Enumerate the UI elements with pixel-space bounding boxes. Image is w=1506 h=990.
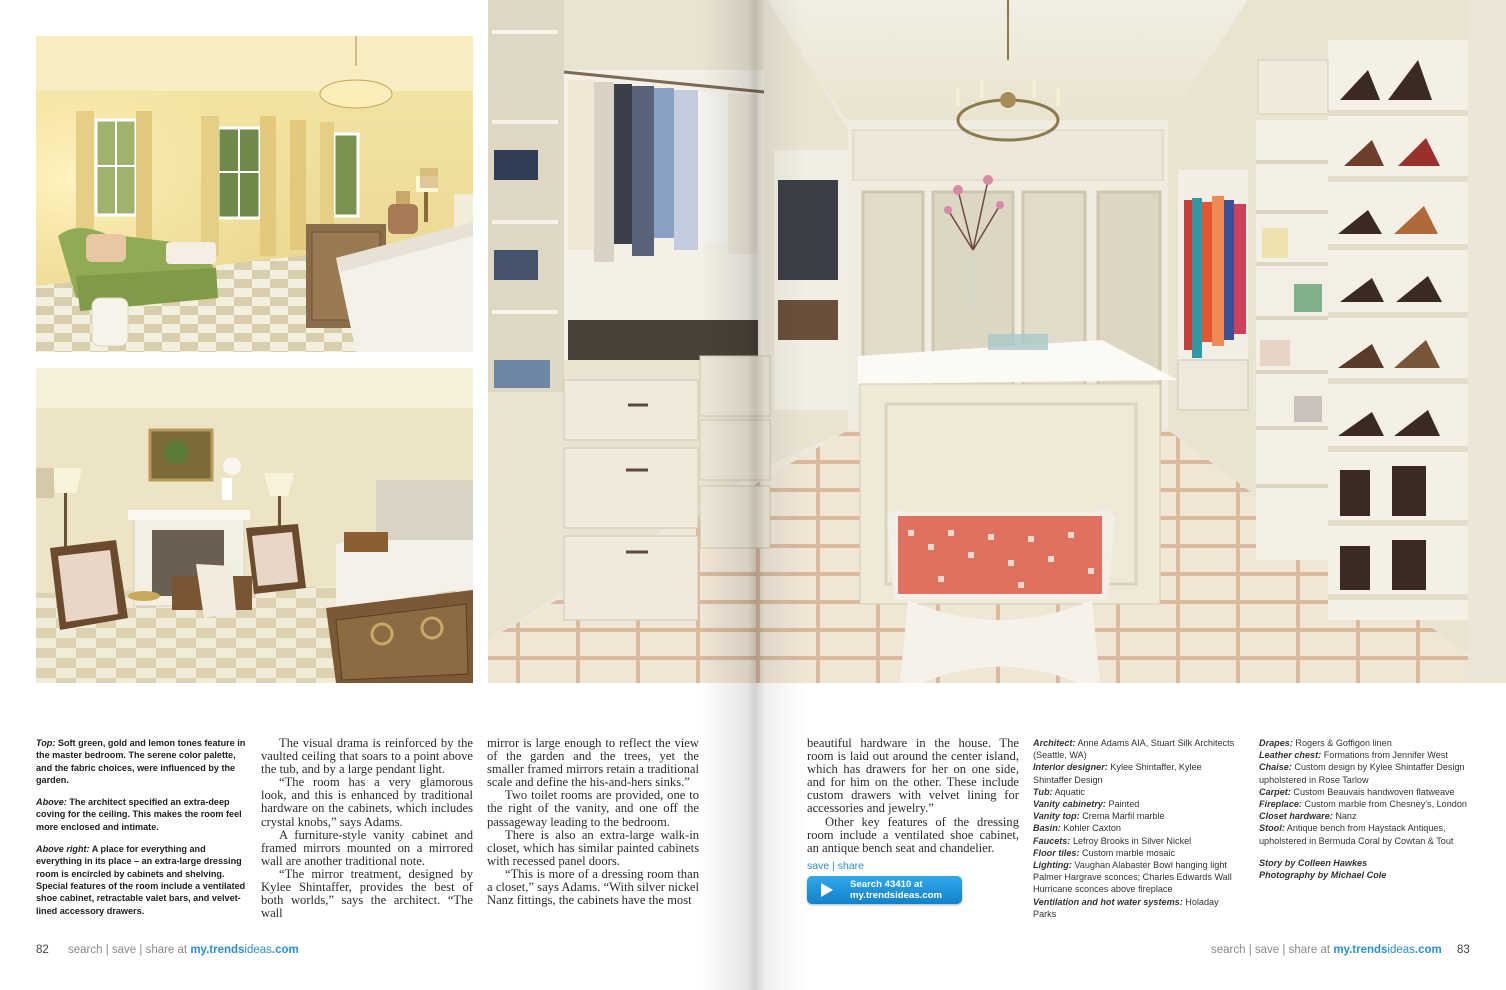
credit-value: Custom marble mosaic: [1082, 847, 1176, 858]
search-button[interactable]: [807, 876, 962, 904]
credit-row: [1033, 896, 1238, 920]
save-share-link[interactable]: save | share: [807, 860, 865, 872]
credit-label: Vanity cabinetry:: [1033, 799, 1106, 810]
body-column-1: The visual drama is reinforced by the vaulted ceiling that soars to a point above the tub, and by a large pendant light. “The room has a very glamorous look, and this is enhanced by traditional hardware on the cabinets, which includes crystal knobs,” says Adams. A furniture-style vanity cabinet and framed mirrors mounted on a mirrored wall are another traditional note. “The mirror treatment, designed by Kylee Shintaffer, provides the best of both worlds,” says the architect. “The wall: [261, 736, 473, 921]
footer-left-prefix: search | save | share at: [68, 944, 191, 956]
credit-label: Interior designer:: [1033, 762, 1108, 773]
credit-value: Painted: [1108, 799, 1140, 810]
credits-right: [1259, 737, 1474, 881]
page-number-right: 83: [1457, 944, 1470, 956]
credit-label: Leather chest:: [1259, 750, 1322, 761]
search-button-line1: Search 43410 at: [850, 879, 923, 890]
footer-left-link[interactable]: my.trendsideas.com: [190, 944, 299, 956]
credit-value: Lefroy Brooks in Silver Nickel: [1072, 835, 1192, 846]
credit-label: Vanity top:: [1033, 811, 1080, 822]
credit-row: [1033, 737, 1238, 761]
credit-row: [1259, 786, 1474, 798]
story-credit: Story by Colleen Hawkes: [1259, 857, 1368, 868]
credit-row: [1259, 737, 1474, 749]
footer-right-link[interactable]: my.trendsideas.com: [1333, 944, 1442, 956]
body-column-3: beautiful hardware in the house. The room is laid out around the center island, which has drawers for her on one side, and for him on the other. These include custom drawers with velvet lining for accessories and jewelry.” Other key features of the dressing room include a ventilated shoe cabinet, an antique bench seat and chandelier.: [807, 736, 1019, 855]
footer-right-prefix: search | save | share at: [1211, 944, 1334, 956]
credit-value: Nanz: [1335, 811, 1357, 822]
credit-row: [1259, 749, 1474, 761]
credits-left: [1033, 737, 1238, 920]
credit-label: Closet hardware:: [1259, 811, 1333, 822]
credit-value: Aquatic: [1054, 786, 1085, 797]
footer-right: [1211, 944, 1442, 956]
bedroom-fireplace-photo: [36, 368, 473, 683]
dressing-room-photo: [488, 0, 1506, 683]
credit-label: Basin:: [1033, 823, 1061, 834]
credit-row: [1033, 859, 1238, 896]
credit-row: [1259, 798, 1474, 810]
credit-row: [1033, 847, 1238, 859]
credit-value: Anne Adams AIA, Stuart Silk Architects (Seattle, WA): [1033, 738, 1235, 761]
photography-credit: Photography by Michael Cole: [1259, 870, 1387, 881]
photo-captions: [36, 737, 246, 927]
credit-value: Crema Marfil marble: [1082, 811, 1165, 822]
footer-left: [68, 944, 299, 956]
caption-above: Above: The architect specified an extra-deep coving for the ceiling. This makes the room feel more enclosed and intimate.: [36, 797, 242, 832]
credit-value: Custom design by Kylee Shintaffer Design upholstered in Rose Tarlow: [1259, 762, 1465, 785]
credit-label: Floor tiles:: [1033, 847, 1080, 858]
credit-value: Rogers & Goffigon linen: [1295, 738, 1392, 748]
caption-top: Top: Soft green, gold and lemon tones feature in the master bedroom. The serene color palette, and the fabric choices, were influenced by the garden.: [36, 738, 246, 785]
credit-label: Stool:: [1259, 823, 1285, 834]
bedroom-sitting-area-photo: [36, 36, 473, 352]
play-icon: [821, 883, 833, 897]
credit-label: Lighting:: [1033, 860, 1072, 871]
credit-row: [1033, 835, 1238, 847]
credit-row: [1033, 798, 1238, 810]
credit-row: [1033, 810, 1238, 822]
credit-label: Chaise:: [1259, 762, 1292, 773]
credit-label: Faucets:: [1033, 835, 1071, 846]
body-column-2: mirror is large enough to reflect the view of the garden and the trees, yet the smaller framed mirrors retain a traditional scale and define the his-and-hers sinks.” Two toilet rooms are provided, one to the right of the vanity, and one off the passageway leading to the bedroom. There is also an extra-large walk-in closet, which has similar painted cabinets with recessed panel doors. “This is more of a dressing room than a closet,” says Adams. “With silver nickel Nanz fittings, the cabinets have the most: [487, 736, 699, 908]
credit-row: [1033, 822, 1238, 834]
credit-label: Architect:: [1033, 738, 1076, 748]
credit-value: Custom marble from Chesney's, London: [1304, 799, 1467, 810]
credit-label: Fireplace:: [1259, 799, 1302, 810]
credit-value: Custom Beauvais handwoven flatweave: [1293, 786, 1455, 797]
credit-row: [1033, 761, 1238, 785]
credit-row: [1259, 822, 1474, 846]
credit-row: [1259, 761, 1474, 785]
credit-label: Tub:: [1033, 786, 1053, 797]
caption-above-right: Above right: A place for everything and everything in its place – an extra-large dressing room is encircled by cabinets and shelving. Special features of the room include a ventilated shoe cabinet, retractable valet bars, and velvet-lined accessory drawers.: [36, 844, 246, 916]
credit-value: Holaday Parks: [1033, 896, 1219, 919]
credit-row: [1259, 810, 1474, 822]
credit-value: Formations from Jennifer West: [1323, 750, 1448, 761]
credit-value: Kohler Caxton: [1063, 823, 1121, 834]
credit-value: Antique bench from Haystack Antiques, upholstered in Bermuda Coral by Cowtan & Tout: [1259, 823, 1454, 846]
credit-label: Drapes:: [1259, 738, 1293, 748]
search-button-line2: my.trendsideas.com: [850, 890, 943, 901]
credit-value: Kylee Shintaffer, Kylee Shintaffer Design: [1033, 762, 1202, 785]
credit-value: Vaughan Alabaster Bowl hanging light Palmer Hargrave sconces; Charles Edwards Wall Hurricane sconces above fireplace: [1033, 860, 1232, 895]
credit-label: Carpet:: [1259, 786, 1291, 797]
credit-row: [1033, 786, 1238, 798]
credit-label: Ventilation and hot water systems:: [1033, 896, 1183, 907]
page-number-left: 82: [36, 944, 49, 956]
